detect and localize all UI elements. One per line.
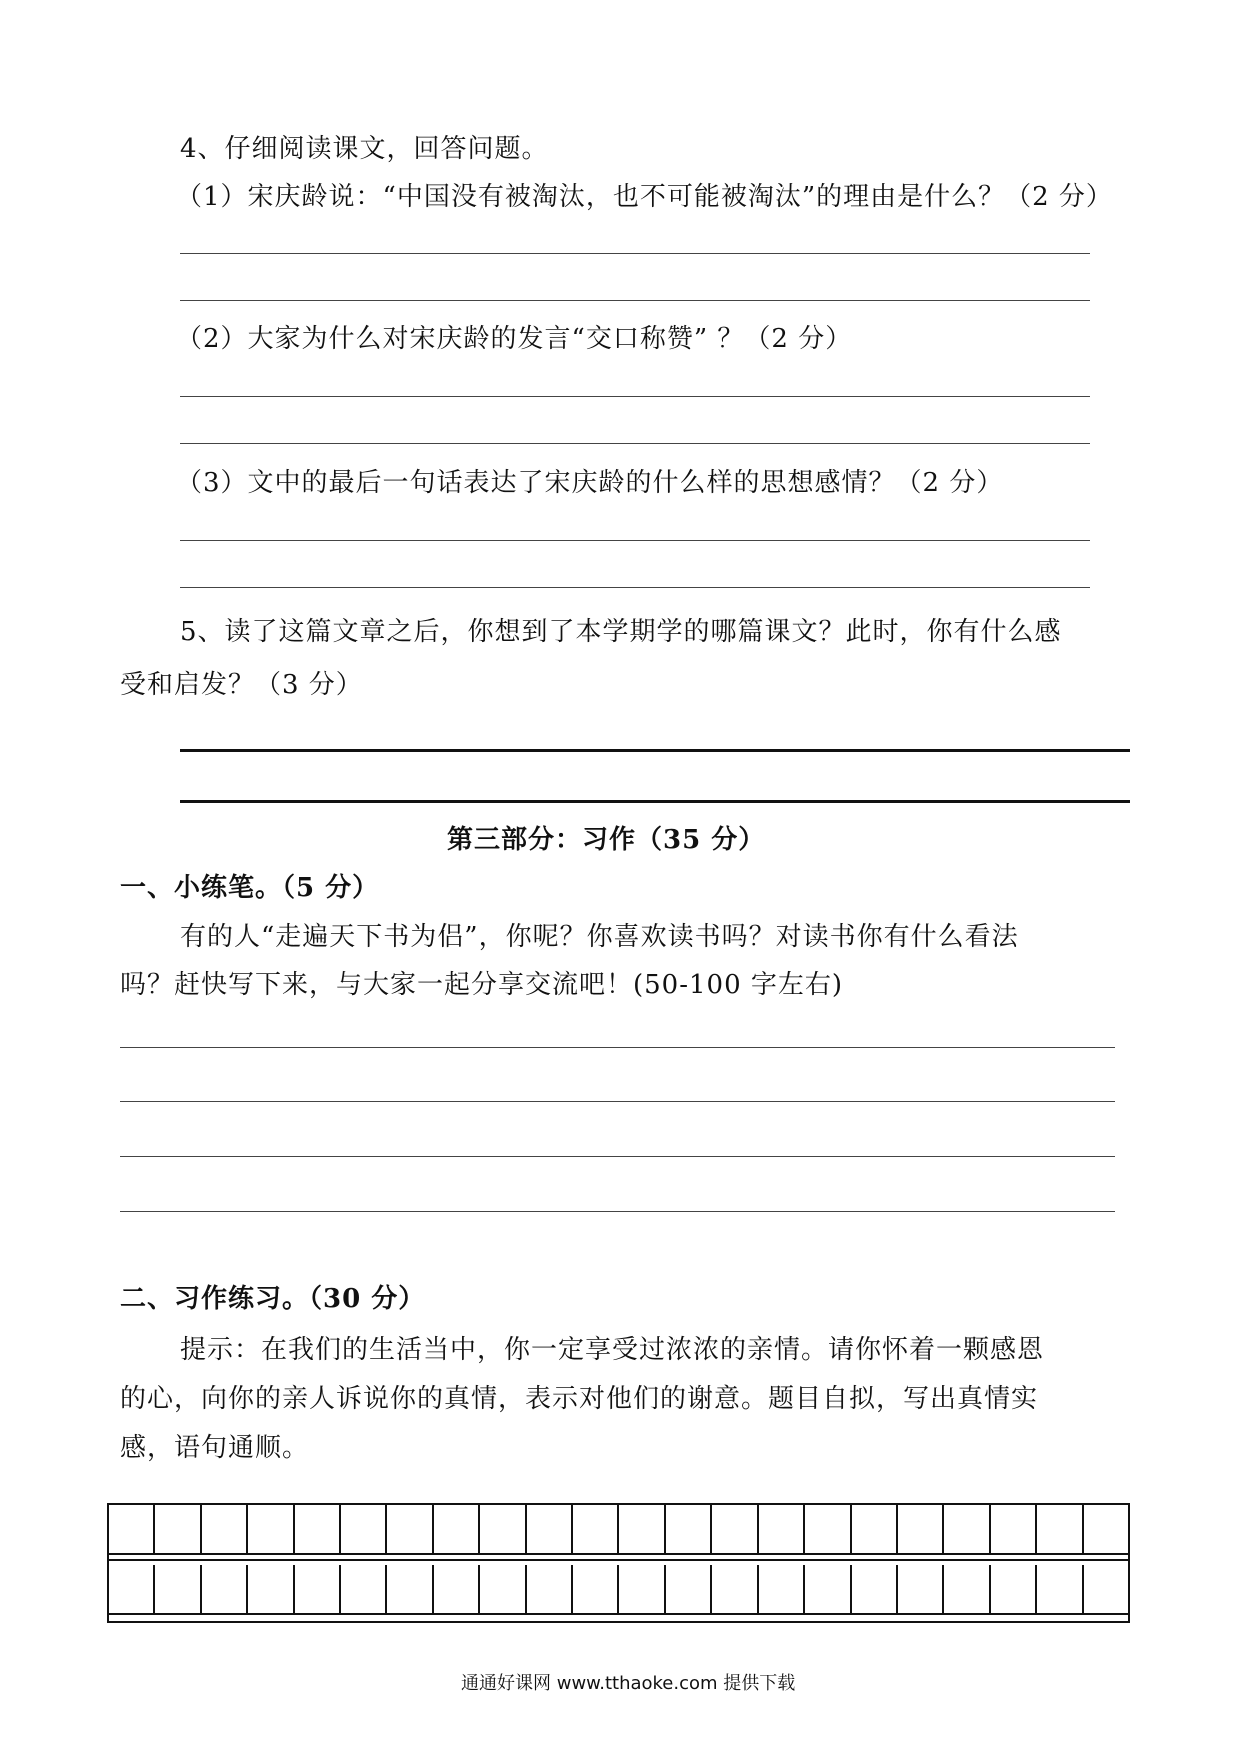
writing-line[interactable] bbox=[120, 1101, 1115, 1102]
grid-cell[interactable] bbox=[1084, 1505, 1128, 1553]
writing-line[interactable] bbox=[120, 1211, 1115, 1212]
grid-cell[interactable] bbox=[202, 1505, 248, 1553]
part3-sub2-line1: 提示：在我们的生活当中，你一定享受过浓浓的亲情。请你怀着一颗感恩 bbox=[180, 1335, 1045, 1365]
grid-cell[interactable] bbox=[666, 1565, 712, 1613]
question-4-heading: 4、仔细阅读课文，回答问题。 bbox=[180, 134, 549, 164]
grid-cell[interactable] bbox=[619, 1565, 665, 1613]
question-4-1: （1）宋庆龄说：“中国没有被淘汰，也不可能被淘汰”的理由是什么？（2 分） bbox=[176, 182, 1113, 212]
grid-cell[interactable] bbox=[759, 1505, 805, 1553]
grid-cell[interactable] bbox=[109, 1505, 155, 1553]
grid-cell[interactable] bbox=[202, 1565, 248, 1613]
answer-line-solid[interactable] bbox=[180, 800, 1130, 803]
grid-cell[interactable] bbox=[759, 1565, 805, 1613]
grid-cell[interactable] bbox=[155, 1565, 201, 1613]
grid-cell[interactable] bbox=[387, 1505, 433, 1553]
grid-cell[interactable] bbox=[712, 1565, 758, 1613]
answer-line[interactable] bbox=[180, 587, 1090, 588]
grid-cell[interactable] bbox=[387, 1565, 433, 1613]
grid-cell[interactable] bbox=[480, 1505, 526, 1553]
grid-cell[interactable] bbox=[1037, 1565, 1083, 1613]
grid-cell[interactable] bbox=[341, 1565, 387, 1613]
grid-cell[interactable] bbox=[991, 1505, 1037, 1553]
answer-line[interactable] bbox=[180, 396, 1090, 397]
question-4-3: （3）文中的最后一句话表达了宋庆龄的什么样的思想感情？（2 分） bbox=[176, 468, 1004, 498]
part3-sub2-heading: 二、习作练习。（30 分） bbox=[120, 1284, 426, 1314]
grid-cell[interactable] bbox=[944, 1565, 990, 1613]
grid-cell[interactable] bbox=[898, 1505, 944, 1553]
grid-cell[interactable] bbox=[155, 1505, 201, 1553]
grid-cell[interactable] bbox=[573, 1505, 619, 1553]
grid-cell[interactable] bbox=[434, 1565, 480, 1613]
writing-grid bbox=[107, 1503, 1130, 1623]
answer-line[interactable] bbox=[180, 443, 1090, 444]
grid-cell[interactable] bbox=[1084, 1565, 1128, 1613]
grid-cell[interactable] bbox=[248, 1565, 294, 1613]
grid-cell[interactable] bbox=[712, 1505, 758, 1553]
grid-cell[interactable] bbox=[852, 1565, 898, 1613]
grid-cell[interactable] bbox=[248, 1505, 294, 1553]
grid-cell[interactable] bbox=[434, 1505, 480, 1553]
grid-cell[interactable] bbox=[944, 1505, 990, 1553]
grid-row-divider bbox=[109, 1559, 1128, 1561]
part3-title: 第三部分：习作（35 分） bbox=[447, 825, 766, 855]
grid-cell[interactable] bbox=[852, 1505, 898, 1553]
answer-line[interactable] bbox=[180, 253, 1090, 254]
question-5-line1: 5、读了这篇文章之后，你想到了本学期学的哪篇课文？此时，你有什么感 bbox=[180, 617, 1062, 647]
question-5-line2: 受和启发？（3 分） bbox=[120, 670, 363, 700]
grid-cell[interactable] bbox=[805, 1505, 851, 1553]
question-4-2: （2）大家为什么对宋庆龄的发言“交口称赞” ？（2 分） bbox=[176, 324, 853, 354]
part3-sub2-line3: 感，语句通顺。 bbox=[120, 1433, 310, 1463]
grid-cell[interactable] bbox=[109, 1565, 155, 1613]
grid-cell[interactable] bbox=[480, 1565, 526, 1613]
grid-cell[interactable] bbox=[527, 1505, 573, 1553]
part3-sub1-heading: 一、小练笔。（5 分） bbox=[120, 873, 380, 903]
grid-cell[interactable] bbox=[666, 1505, 712, 1553]
answer-line[interactable] bbox=[180, 540, 1090, 541]
grid-row bbox=[109, 1505, 1128, 1555]
writing-line[interactable] bbox=[120, 1156, 1115, 1157]
grid-cell[interactable] bbox=[619, 1505, 665, 1553]
grid-cell[interactable] bbox=[573, 1565, 619, 1613]
grid-cell[interactable] bbox=[991, 1565, 1037, 1613]
part3-sub2-line2: 的心，向你的亲人诉说你的真情，表示对他们的谢意。题目自拟，写出真情实 bbox=[120, 1384, 1039, 1414]
part3-sub1-line2: 吗？赶快写下来，与大家一起分享交流吧！(50-100 字左右) bbox=[120, 970, 844, 1000]
grid-cell[interactable] bbox=[898, 1565, 944, 1613]
grid-cell[interactable] bbox=[527, 1565, 573, 1613]
answer-line[interactable] bbox=[180, 300, 1090, 301]
grid-cell[interactable] bbox=[295, 1565, 341, 1613]
grid-cell[interactable] bbox=[341, 1505, 387, 1553]
grid-cell[interactable] bbox=[1037, 1505, 1083, 1553]
grid-cell[interactable] bbox=[805, 1565, 851, 1613]
footer-source: 通通好课网 www.tthaoke.com 提供下载 bbox=[461, 1673, 796, 1694]
writing-line[interactable] bbox=[120, 1047, 1115, 1048]
grid-row bbox=[109, 1565, 1128, 1615]
answer-line-solid[interactable] bbox=[180, 749, 1130, 752]
grid-cell[interactable] bbox=[295, 1505, 341, 1553]
part3-sub1-line1: 有的人“走遍天下书为侣”，你呢？你喜欢读书吗？对读书你有什么看法 bbox=[180, 922, 1019, 952]
